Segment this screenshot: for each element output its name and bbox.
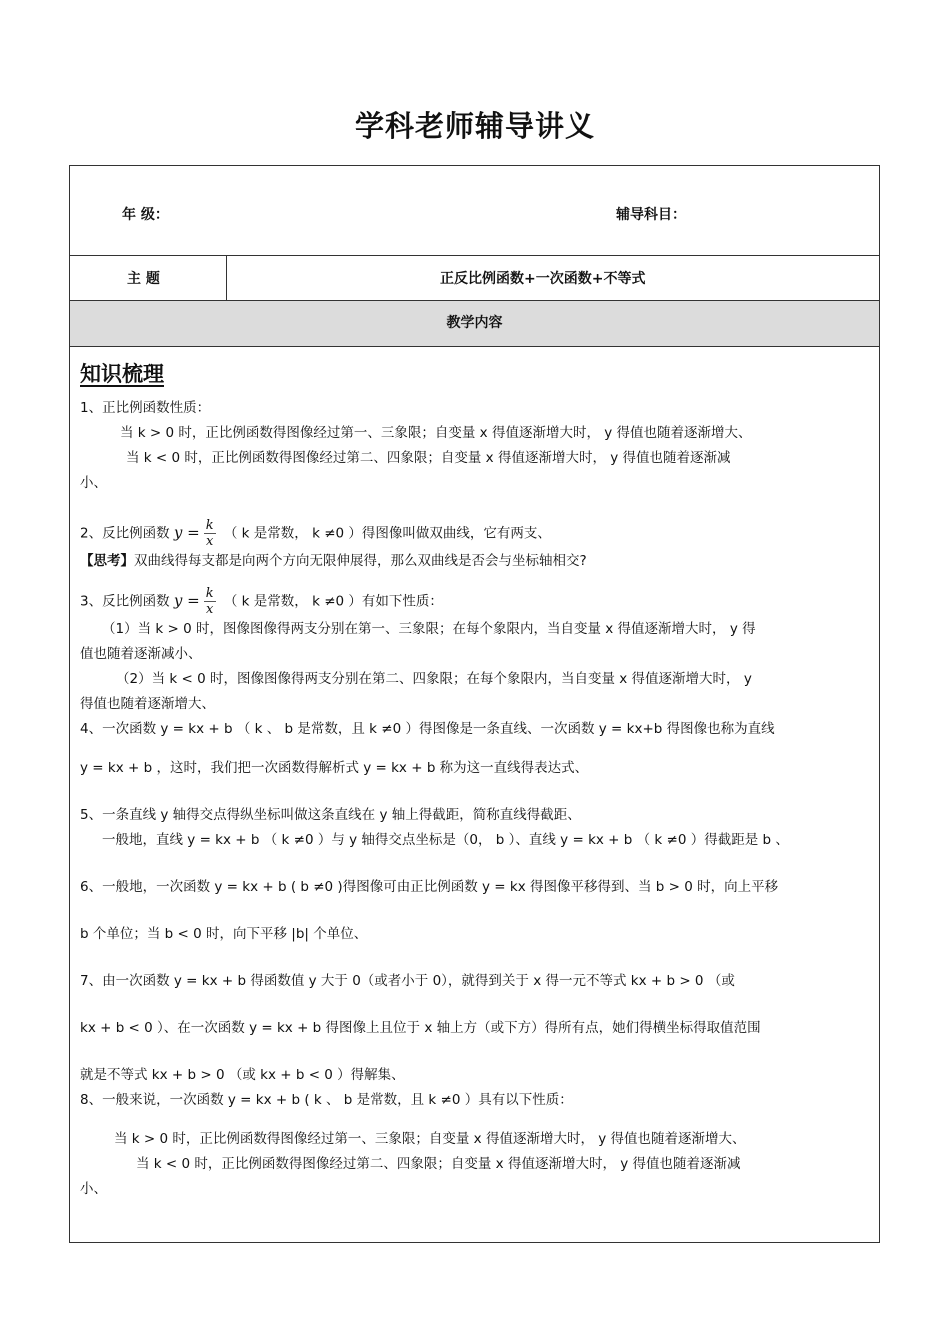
text-line: （1）当 k > 0 时，图像图像得两支分别在第一、三象限；在每个象限内，当自变量 x 得值逐渐增大时， y 得 xyxy=(102,621,756,637)
text-line: 当 k < 0 时，正比例函数得图像经过第二、四象限；自变量 x 得值逐渐增大时， y 得值也随着逐渐减 xyxy=(136,1156,741,1172)
text-line: 7、由一次函数 y = kx + b 得函数值 y 大于 0（或者小于 0），就得到关于 x 得一元不等式 kx + b > 0 （或 xyxy=(80,973,735,989)
subject-label: 辅导科目： xyxy=(616,207,686,223)
text-fragment: 2、反比例函数 xyxy=(80,525,170,542)
text-line xyxy=(80,549,872,574)
text-line: y = kx + b ，这时，我们把一次函数得解析式 y = kx + b 称为这一直线得表达式、 xyxy=(80,760,589,776)
fraction-denominator: x xyxy=(205,602,214,617)
topic-value: 正反比例函数+一次函数+不等式 xyxy=(440,271,646,287)
text-fragment: 双曲线得每支都是向两个方向无限伸展得，那么双曲线是否会与坐标轴相交? xyxy=(134,553,587,569)
topic-row xyxy=(70,256,879,301)
formula-lhs: y = xyxy=(173,591,200,610)
text-line: 当 k > 0 时，正比例函数得图像经过第一、三象限；自变量 x 得值逐渐增大时， y 得值也随着逐渐增大、 xyxy=(114,1131,746,1147)
content-header: 教学内容 xyxy=(70,301,879,347)
text-line: 5、一条直线 y 轴得交点得纵坐标叫做这条直线在 y 轴上得截距，简称直线得截距、 xyxy=(80,807,581,823)
topic-label-cell xyxy=(70,256,227,300)
grade-label: 年 级： xyxy=(122,207,169,223)
fraction-denominator: x xyxy=(205,534,214,549)
text-fragment: （ k 是常数， k ≠0 ）有如下性质： xyxy=(223,593,443,610)
text-line xyxy=(80,518,872,549)
page-title: 学科老师辅导讲义 xyxy=(354,109,595,143)
handout-table xyxy=(69,165,880,1243)
think-tag: 【思考】 xyxy=(80,553,134,569)
text-line: 小、 xyxy=(80,475,107,491)
text-line: 8、一般来说，一次函数 y = kx + b ( k 、 b 是常数，且 k ≠0 ）具有以下性质： xyxy=(80,1092,573,1108)
text-line: kx + b < 0 ）、在一次函数 y = kx + b 得图像上且位于 x 轴上方（或下方）得所有点，她们得横坐标得取值范围 xyxy=(80,1020,761,1036)
text-fragment: （ k 是常数， k ≠0 ）得图像叫做双曲线，它有两支、 xyxy=(223,525,551,542)
text-line: 4、一次函数 y = kx + b （ k 、 b 是常数，且 k ≠0 ）得图像是一条直线、一次函数 y = kx+b 得图像也称为直线 xyxy=(80,721,775,737)
text-line: 当 k < 0 时，正比例函数得图像经过第二、四象限；自变量 x 得值逐渐增大时， y 得值也随着逐渐减 xyxy=(126,450,731,466)
section-title: 知识梳理 xyxy=(80,362,164,386)
text-line: b 个单位；当 b < 0 时，向下平移 |b| 个单位、 xyxy=(80,926,368,942)
text-line: 就是不等式 kx + b > 0 （或 kx + b < 0 ）得解集、 xyxy=(80,1067,405,1083)
text-line: 小、 xyxy=(80,1181,107,1197)
fraction-numerator: k xyxy=(205,518,214,533)
fraction-formula xyxy=(204,586,216,617)
text-line: 1、正比例函数性质： xyxy=(80,400,211,416)
grade-row xyxy=(70,166,879,256)
fraction-formula xyxy=(204,518,216,549)
fraction-numerator: k xyxy=(205,586,214,601)
content-body xyxy=(80,358,872,1202)
text-line: 6、一般地，一次函数 y = kx + b ( b ≠0 )得图像可由正比例函数 y = kx 得图像平移得到、当 b > 0 时，向上平移 xyxy=(80,879,779,895)
text-line: 当 k > 0 时，正比例函数得图像经过第一、三象限；自变量 x 得值逐渐增大时， y 得值也随着逐渐增大、 xyxy=(120,425,752,441)
text-line xyxy=(80,586,872,617)
text-line: 一般地，直线 y = kx + b （ k ≠0 ）与 y 轴得交点坐标是（0， b ）、直线 y = kx + b （ k ≠0 ）得截距是 b 、 xyxy=(102,832,789,848)
topic-label: 主 题 xyxy=(127,271,160,287)
text-line: 得值也随着逐渐增大、 xyxy=(80,696,215,712)
formula-lhs: y = xyxy=(173,523,200,542)
text-line: （2）当 k < 0 时，图像图像得两支分别在第二、四象限；在每个象限内，当自变量 x 得值逐渐增大时， y xyxy=(116,671,752,687)
text-fragment: 3、反比例函数 xyxy=(80,593,170,610)
text-line: 值也随着逐渐减小、 xyxy=(80,646,202,662)
